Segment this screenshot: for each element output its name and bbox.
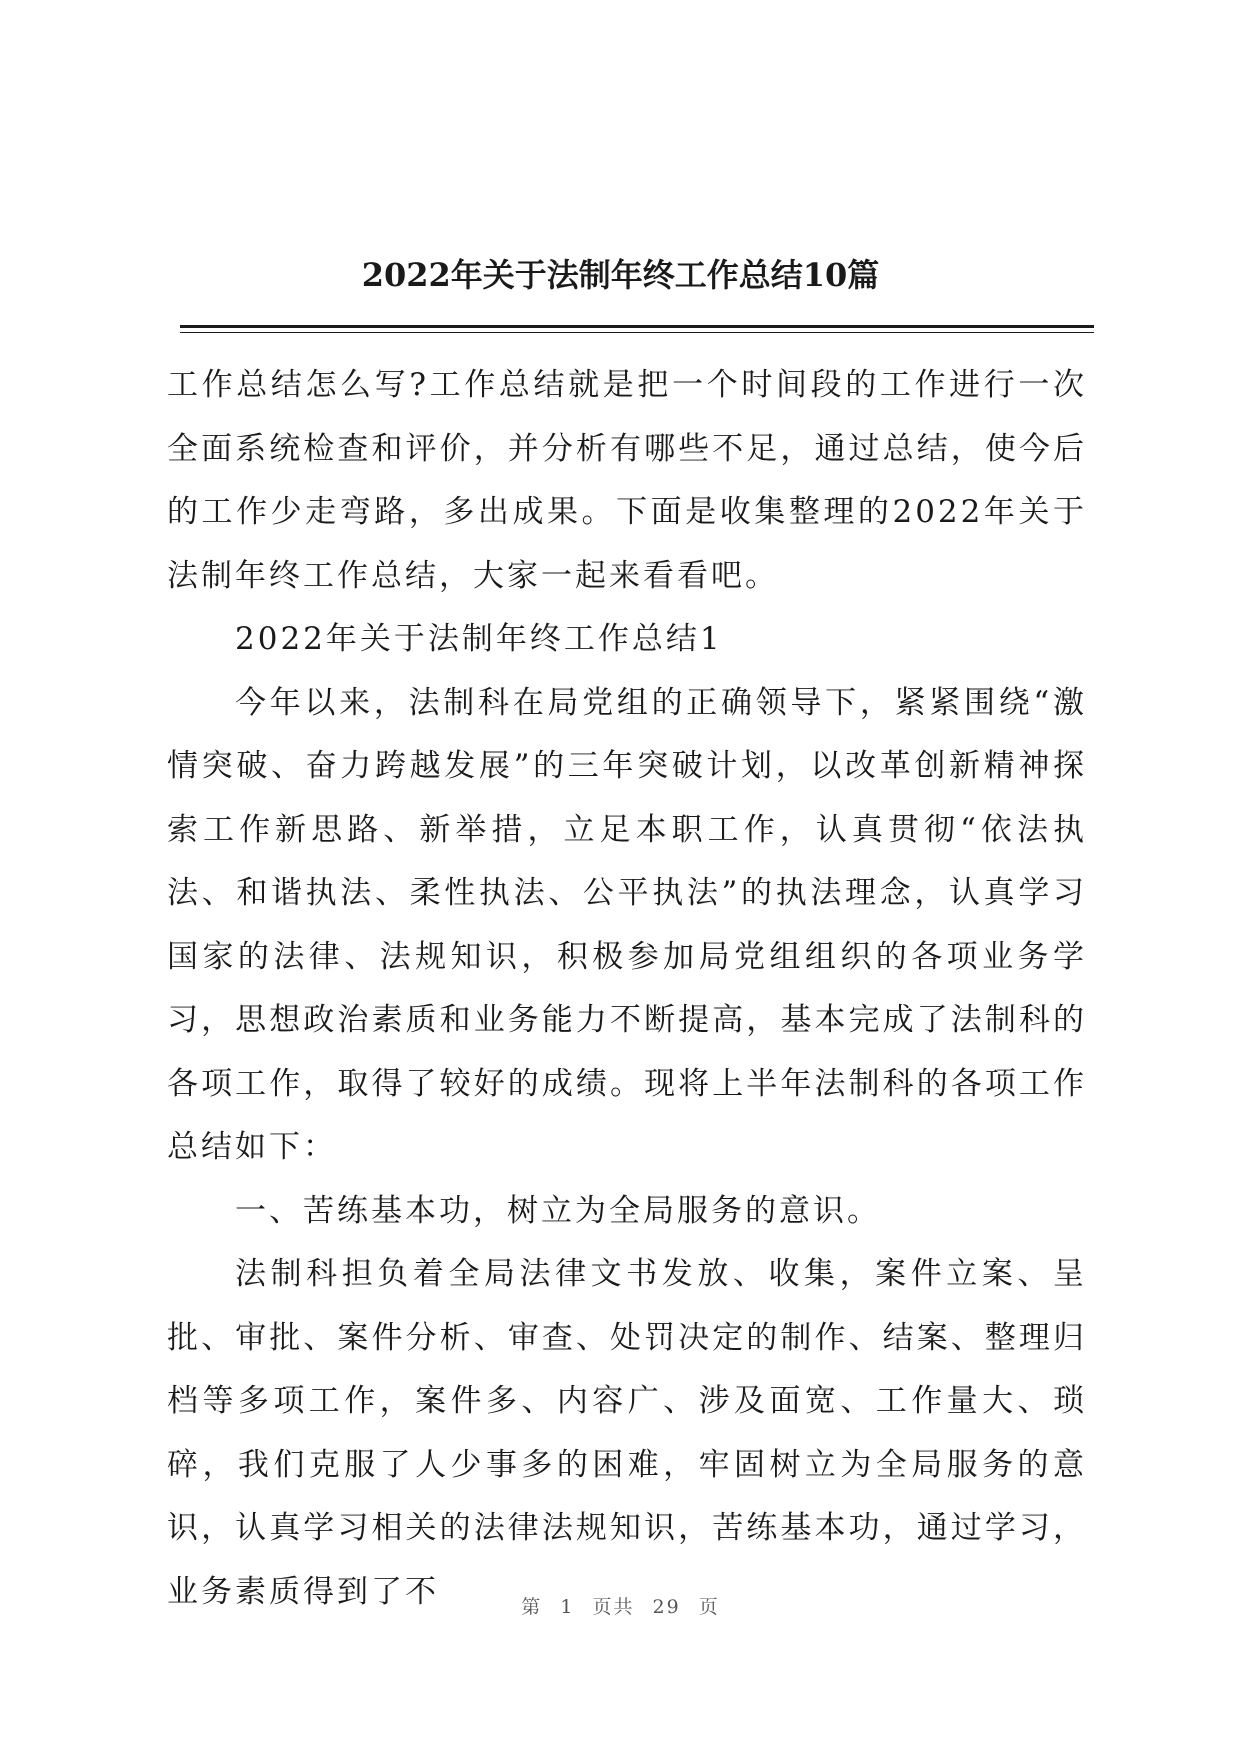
title-rule-thick xyxy=(180,325,1094,328)
document-title: 2022年关于法制年终工作总结10篇 xyxy=(361,256,880,294)
document-body xyxy=(167,354,1087,1624)
subheading-1: 一、苦练基本功，树立为全局服务的意识。 xyxy=(235,1192,881,1229)
paragraph-2: 法制科担负着全局法律文书发放、收集，案件立案、呈批、审批、案件分析、审查、处罚决定的制作、结案、整理归档等多项工作，案件多、内容广、涉及面宽、工作量大、琐碎，我们克服了人少事多的困难，牢固树立为全局服务的意识，认真学习相关的法律法规知识，苦练基本功，通过学习，业务素质得到了不 xyxy=(167,1256,1087,1610)
section-heading-1: 2022年关于法制年终工作总结1 xyxy=(235,621,723,657)
paragraph-1: 今年以来，法制科在局党组的正确领导下，紧紧围绕“激情突破、奋力跨越发展”的三年突破计划，以改革创新精神探索工作新思路、新举措，立足本职工作，认真贯彻“依法执法、和谐执法、柔性执法、公平执法”的执法理念，认真学习国家的法律、法规知识，积极参加局党组组织的各项业务学习，思想政治素质和业务能力不断提高，基本完成了法制科的各项工作，取得了较好的成绩。现将上半年法制科的各项工作总结如下： xyxy=(167,684,1087,1165)
page-footer: 第 1 页共 29 页 xyxy=(521,1596,720,1618)
paragraph-intro: 工作总结怎么写?工作总结就是把一个时间段的工作进行一次全面系统检查和评价，并分析有哪些不足，通过总结，使今后的工作少走弯路，多出成果。下面是收集整理的2022年关于法制年终工作总结，大家一起来看看吧。 xyxy=(167,367,1087,594)
title-rule-thin xyxy=(180,332,1094,333)
